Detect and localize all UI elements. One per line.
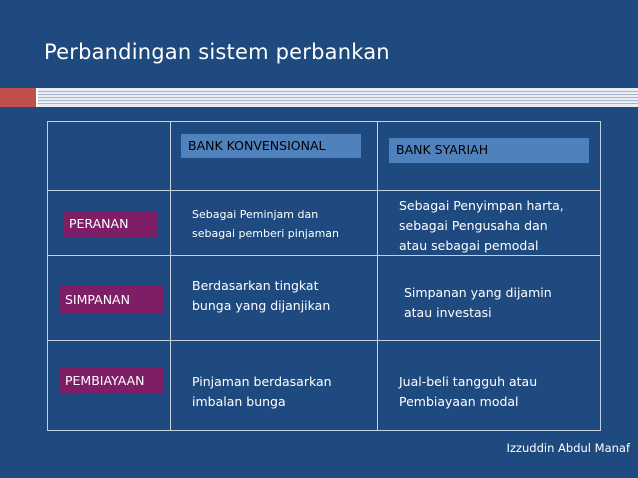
- cell-line: Sebagai Peminjam dan: [192, 208, 319, 221]
- cell-pembiayaan-syariah: [399, 372, 537, 412]
- cell-line: sebagai Pengusaha dan: [399, 218, 548, 233]
- table-border-right: [600, 121, 601, 431]
- cell-simpanan-konvensional: [192, 276, 330, 316]
- cell-pembiayaan-konvensional: [192, 372, 332, 412]
- header-bank-konvensional: BANK KONVENSIONAL: [181, 134, 361, 158]
- row-label-peranan: PERANAN: [64, 211, 158, 237]
- cell-line: Berdasarkan tingkat: [192, 278, 319, 293]
- header-bank-syariah: BANK SYARIAH: [389, 138, 589, 163]
- cell-line: sebagai pemberi pinjaman: [192, 227, 340, 240]
- cell-peranan-konvensional: [192, 205, 339, 243]
- author-footer: Izzuddin Abdul Manaf: [506, 441, 630, 455]
- cell-line: atau sebagai pemodal: [399, 238, 539, 253]
- divider-stripes: [38, 91, 638, 104]
- cell-line: Pembiayaan modal: [399, 394, 519, 409]
- cell-line: Jual-beli tangguh atau: [399, 374, 538, 389]
- cell-line: Simpanan yang dijamin: [404, 285, 552, 300]
- cell-line: imbalan bunga: [192, 394, 286, 409]
- cell-peranan-syariah: [399, 196, 564, 256]
- row-label-simpanan: SIMPANAN: [60, 286, 164, 313]
- table-column-divider: [170, 121, 171, 431]
- cell-line: bunga yang dijanjikan: [192, 298, 331, 313]
- divider-accent-block: [0, 88, 36, 107]
- table-border-top: [47, 121, 601, 122]
- table-row-divider: [47, 340, 601, 341]
- cell-simpanan-syariah: [404, 283, 552, 323]
- cell-line: atau investasi: [404, 305, 492, 320]
- table-border-bottom: [47, 430, 601, 431]
- cell-line: Sebagai Penyimpan harta,: [399, 198, 564, 213]
- divider-gap: [36, 88, 38, 107]
- table-border-left: [47, 121, 48, 431]
- cell-line: Pinjaman berdasarkan: [192, 374, 332, 389]
- table-row-divider: [47, 190, 601, 191]
- slide-title: Perbandingan sistem perbankan: [44, 40, 390, 64]
- table-column-divider: [377, 121, 378, 431]
- row-label-pembiayaan: PEMBIAYAAN: [60, 367, 164, 394]
- title-divider: [0, 88, 638, 107]
